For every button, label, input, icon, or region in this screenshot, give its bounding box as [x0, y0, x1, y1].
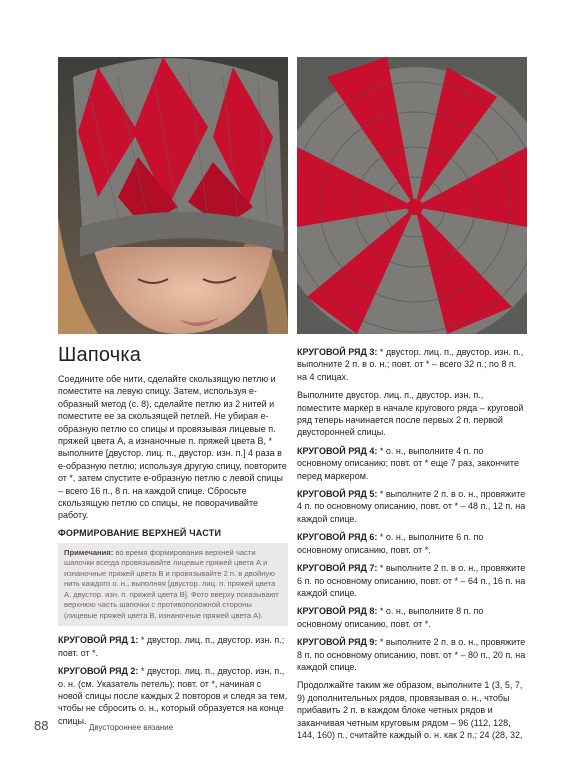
row-instruction: КРУГОВОЙ РЯД 9: * выполните 2 п. в о. н., провяжите 8 п. по основному описанию, повт. от * – 80 п., 20 п. на каждой спице. [297, 637, 526, 672]
row-instruction: КРУГОВОЙ РЯД 6: * о. н., выполните 6 п. по основному описанию, повт. от *. [297, 532, 484, 555]
instruction-paragraph: Выполните двустор. лиц. п., двустор. изн. п., поместите маркер в начале кругового ряда – круговой ряд теперь начинается после первых 2 п. первой двусторонней спицы. [297, 390, 524, 438]
intro-paragraph: Соедините обе нити, сделайте скользящую петлю и поместите на левую спицу. Затем, используя е-образный метод (с. 8), сделайте петлю из 2 нитей и поместите ее за скользящей петлей. Не убирая е-образную петлю со спицы и провязывая лицевые п. пряжей цвета А, а изнаночные п. пряжей цвета В, * выполните [двустор. лиц. п., двустор. изн. п.] 4 раза в е-образную петлю; используя другую спицу, повторите от *, затем спустите е-образную петлю с левой спицы – всего 16 п., 8 п. на каждой спице. Сбросьте скользящую петлю со спицы, не поворачивайте работу. [58, 374, 287, 521]
running-footer-title: Двустороннее вязание [89, 723, 174, 732]
row-instruction: КРУГОВОЙ РЯД 5: * выполните 2 п. в о. н., провяжите 4 п. по основному описанию, повт. от * – 48 п., 12 п. на каждой спице. [297, 489, 526, 524]
notes-label: Примечания: [64, 547, 114, 557]
photo-hat-top-image [297, 57, 527, 334]
notes-box [58, 543, 288, 627]
row-instruction: КРУГОВОЙ РЯД 7: * выполните 2 п. в о. н., провяжите 6 п. по основному описанию, повт. от * – 64 п., 16 п. на каждой спице. [297, 563, 526, 598]
section-heading: ФОРМИРОВАНИЕ ВЕРХНЕЙ ЧАСТИ [58, 527, 222, 538]
instruction-paragraph: Продолжайте таким же образом, выполните 1 (3, 5, 7, 9) дополнительных рядов, провязывая о. н., чтобы прибавить 2 п. в каждом блоке четных рядов и заканчивая четным круговым рядом – 96 (112, 128, 144, 160) п., считайте каждый о. н. как 2 п.; 24 (28, 32, [297, 680, 523, 740]
row-instruction: КРУГОВОЙ РЯД 1: * двустор. лиц. п., двустор. изн. п.; повт. от *. [58, 635, 285, 658]
page-number: 88 [34, 718, 49, 733]
row-instruction: КРУГОВОЙ РЯД 3: * двустор. лиц. п., двустор. изн. п., выполните 2 п. в о. н.; повт. от * – всего 32 п.; по 8 п. на 4 спицах. [297, 347, 524, 382]
notes-text: во время формирования верхней части шапочки всегда провязывайте лицевые пряжей цвета А и изнаночные пряжей цвета В и провязывайте 2 п. в двойную нить каждого о. н., выполняя [двустор. лиц. п. пряжей цвета А, двустор. изн. п. пряжей цвета В]. Фото вверху показывают верхнюю часть шапочки с противоположной стороны (лицевые пряжей цвета В, изнаночные пряжей цвета А). [64, 547, 279, 620]
photo-hat-on-model [58, 57, 288, 334]
text-column-right [297, 346, 527, 747]
row-instruction: КРУГОВОЙ РЯД 2: * двустор. лиц. п., двустор. изн. п., о. н. (см. Указатель петель); повт. от *, начиная с новой спицы после каждых 2 повторов и следя за тем, чтобы не сбросить о. н., который образуется на конце спицы. [58, 666, 288, 726]
photo-hat-top [297, 57, 527, 334]
row-instruction: КРУГОВОЙ РЯД 4: * о. н., выполните 4 п. по основному описанию; повт. от * еще 7 раз, закончите перед маркером. [297, 445, 519, 481]
row-instruction: КРУГОВОЙ РЯД 8: * о. н., выполните 8 п. по основному описанию, повт. от *. [297, 606, 484, 629]
photo-hat-on-model-image [58, 57, 288, 334]
article-title: Шапочка [58, 344, 142, 366]
text-column-left [58, 344, 288, 733]
